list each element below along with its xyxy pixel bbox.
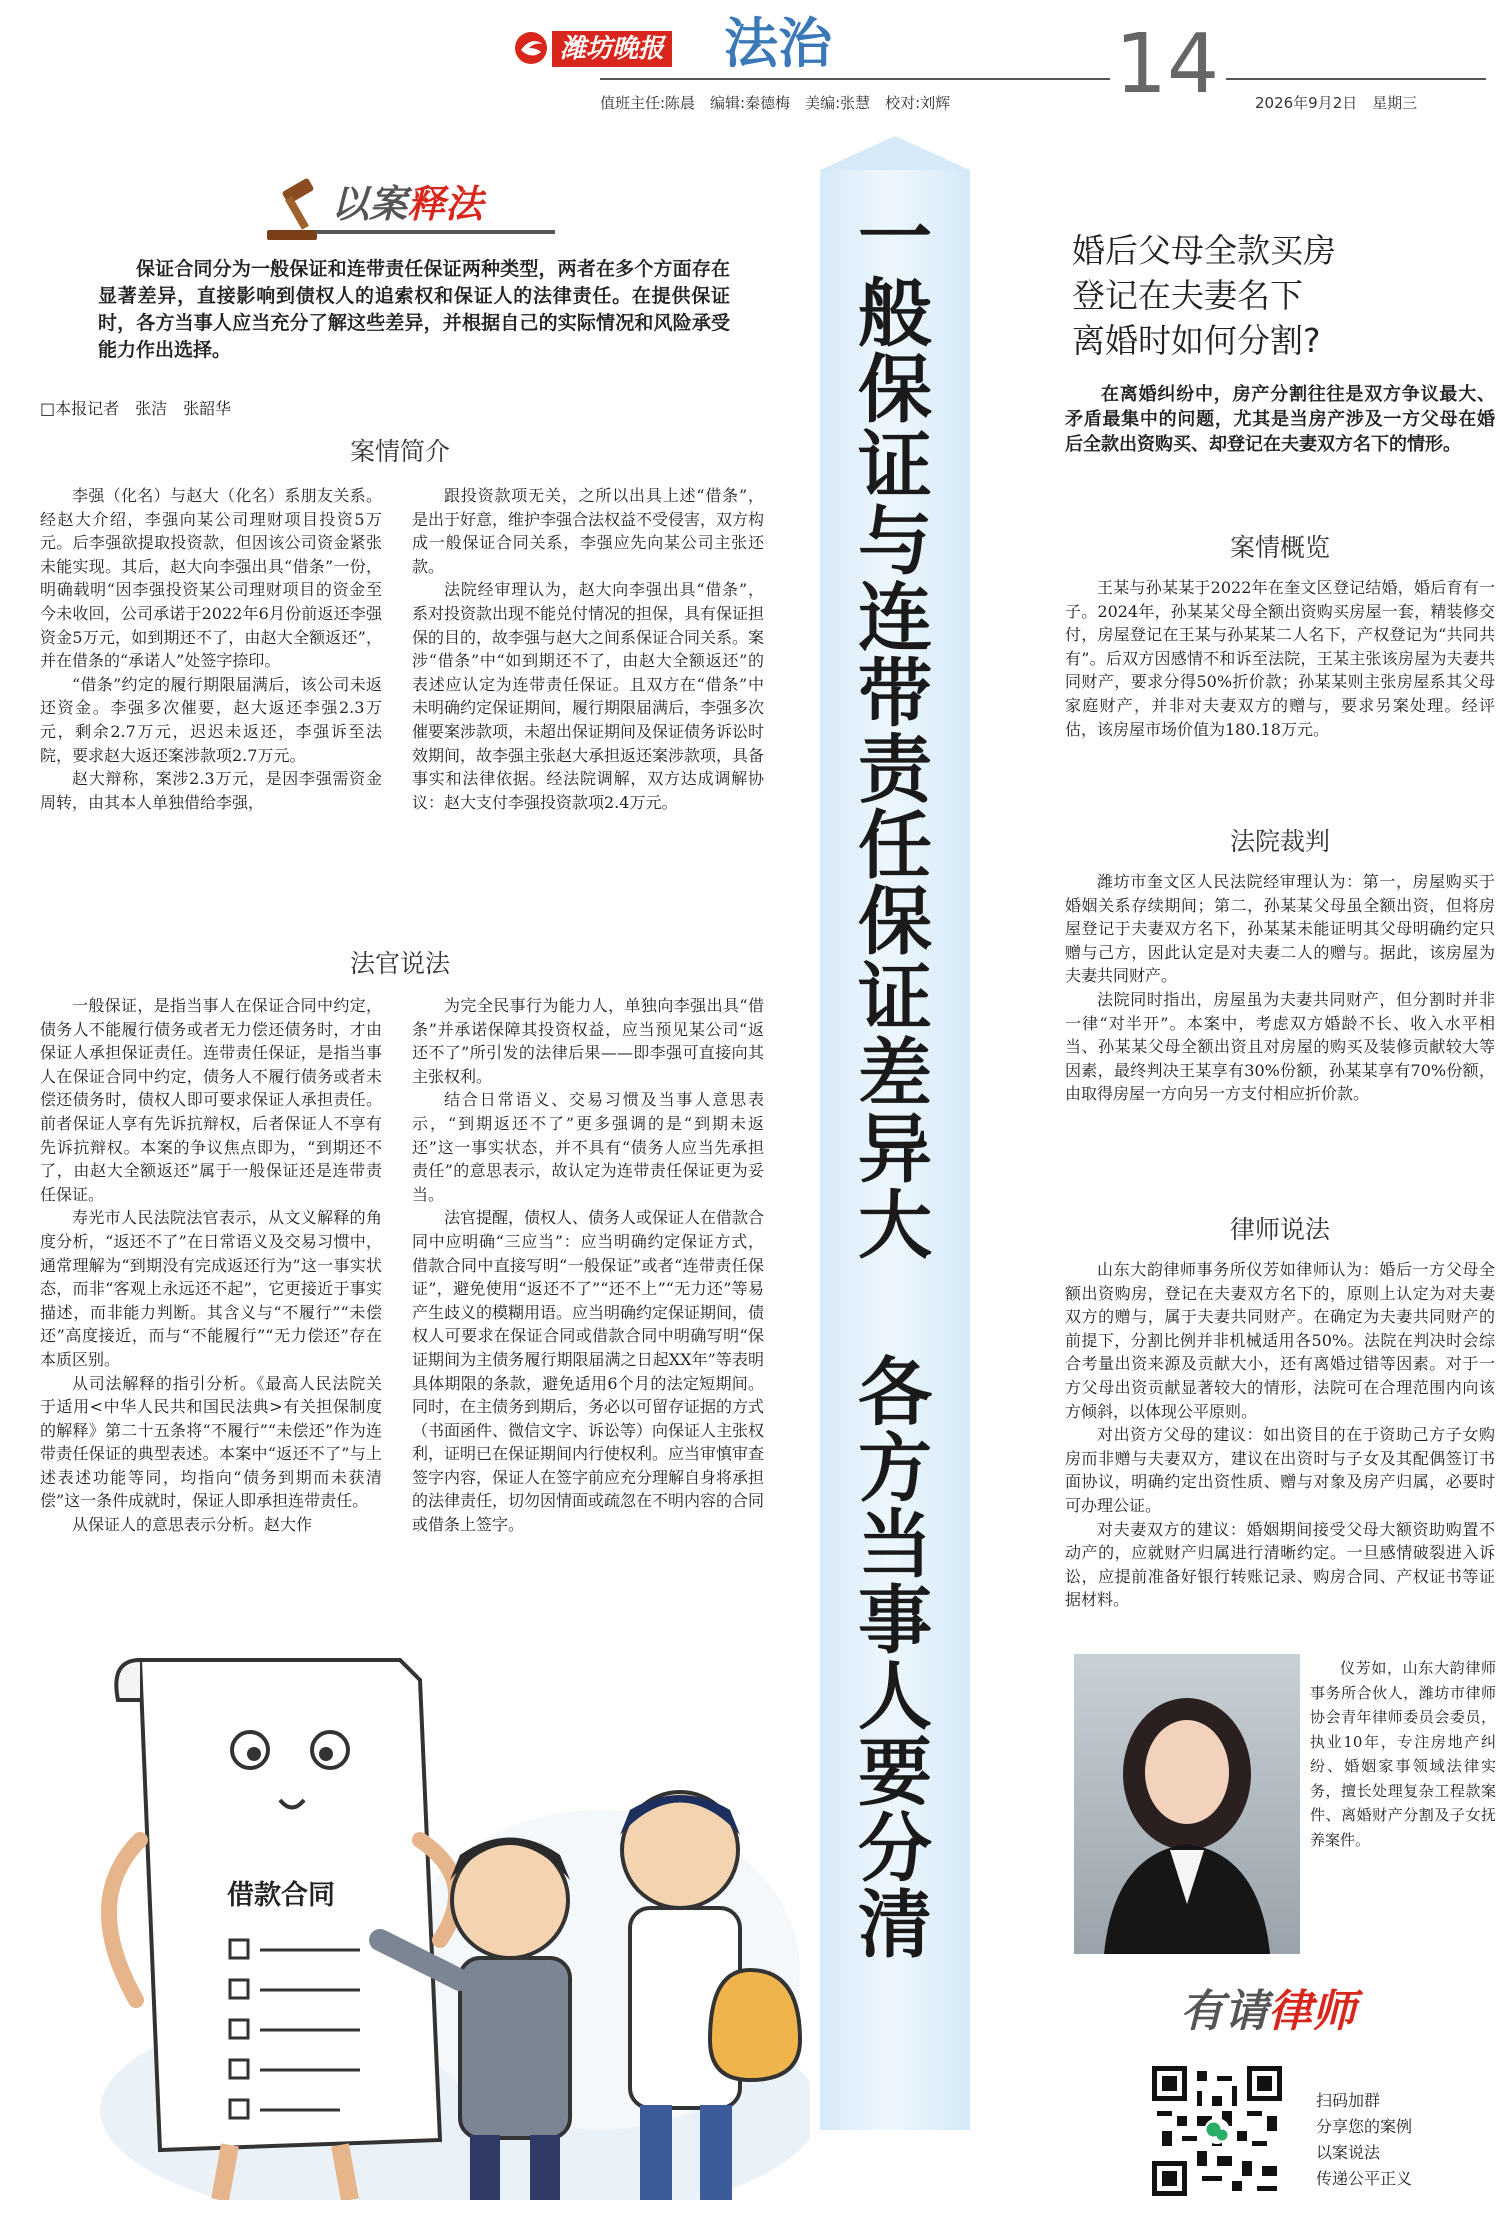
judge-heading: 法官说法	[349, 949, 450, 978]
lawyer-photo	[1074, 1654, 1300, 1954]
qr-code[interactable]	[1152, 2066, 1282, 2196]
paragraph: 从保证人的意思表示分析。赵大作	[72, 1515, 313, 1535]
headline-arrow	[820, 136, 970, 170]
page-number: 14	[1114, 17, 1220, 112]
paragraph: 法院同时指出，房屋虽为夫妻共同财产，但分割时并非一律“对半开”。本案中，考虑双方婚龄不长、收入水平相当、孙某某父母全额出资且对房屋的购买及装修贡献较大等因素，最终判决王某享有30%份额，孙某某享有70%份额，由取得房屋一方向另一方支付相应折价款。	[1065, 989, 1495, 1104]
court-ruling-heading: 法院裁判	[1229, 827, 1330, 856]
right-intro: 在离婚纠纷中，房产分割往往是双方争议最大、矛盾最集中的问题，尤其是当房产涉及一方父母在婚后全款出资购买、却登记在夫妻双方名下的情形。	[1065, 384, 1495, 455]
lawyer-says-heading: 律师说法	[1229, 1215, 1330, 1244]
header-rule-right	[1226, 78, 1486, 80]
paragraph: 对夫妻双方的建议：婚姻期间接受父母大额资助购置不动产的，应就财产归属进行清晰约定。一旦感情破裂进入诉讼，应提前准备好银行转账记录、购房合同、产权证书等证据材料。	[1065, 1519, 1495, 1610]
paragraph: 从司法解释的指引分析。《最高人民法院关于适用<中华人民共和国民法典>有关担保制度的解释》第二十五条将“不履行”“未偿还”作为连带责任保证的典型表述。本案中“返还不了”与上述表述功能等同，均指向“债务到期而未获清偿”这一条件成就时，保证人即承担连带责任。	[40, 1373, 382, 1511]
case-summary-col1	[40, 484, 382, 814]
headline-line2: 各方当事人要分清	[858, 1350, 932, 1968]
qr-caption-line: 以案说法	[1316, 2143, 1381, 2162]
badge-part2: 释法	[407, 182, 484, 226]
ask-lawyer-part1: 有请	[1180, 1986, 1268, 2037]
case-overview-heading: 案情概览	[1229, 533, 1330, 562]
article-intro: 保证合同分为一般保证和连带责任保证两种类型，两者在多个方面存在显著差异，直接影响到债权人的追索权和保证人的法律责任。在提供保证时，各方当事人应当充分了解这些差异，并根据自己的实际情况和风险承受能力作出选择。	[98, 258, 730, 361]
paragraph: 跟投资款项无关，之所以出具上述“借条”，是出于好意，维护李强合法权益不受侵害，双方构成一般保证合同关系，李强应先向某公司主张还款。	[412, 486, 765, 576]
qr-caption-line: 扫码加群	[1316, 2091, 1381, 2110]
judge-col1	[40, 994, 382, 1537]
headline-line1: 一般保证与连带责任保证差异大	[858, 195, 932, 1269]
column-badge	[255, 172, 565, 244]
newspaper-logo: 潍坊晚报	[552, 31, 672, 67]
judge-col2	[412, 994, 764, 1537]
paragraph: 寿光市人民法院法官表示，从文义解释的角度分析，“返还不了”在日常语义及交易习惯中，通常理解为“到期没有完成返还行为”这一事实状态，而非“客观上永远还不起”，它更接近于事实描述，而非能力判断。其含义与“不履行”“未偿还”高度接近，而与“不能履行”“无力偿还”存在本质区别。	[40, 1208, 382, 1369]
contract-label: 借款合同	[227, 1880, 335, 1911]
cartoon-illustration	[40, 1640, 810, 2200]
case-summary-col2	[412, 484, 764, 814]
lawyer-bio: 仪芳如，山东大韵律师事务所合伙人，潍坊市律师协会青年律师委员会委员，执业10年，专注房地产纠纷、婚姻家事领域法律实务，擅长处理复杂工程款案件、离婚财产分割及子女抚养案件。	[1310, 1659, 1496, 1849]
title-line: 登记在夫妻名下	[1072, 276, 1303, 315]
headline-banner	[820, 170, 970, 2130]
masthead	[0, 0, 1500, 120]
paragraph: 结合日常语义、交易习惯及当事人意思表示，“到期返还不了”更多强调的是“到期未返还”这一事实状态，并不具有“债务人应当先承担责任”的意思表示，故认定为连带责任保证更为妥当。	[412, 1090, 764, 1204]
paragraph: 法院经审理认为，赵大向李强出具“借条”，系对投资款出现不能兑付情况的担保，具有保证担保的目的，故李强与赵大之间系保证合同关系。案涉“借条”中“如到期还不了，由赵大全额返还”的表述应认定为连带责任保证。且双方在“借条”中未明确约定保证期间，履行期限届满后，李强多次催要案涉款项，未超出保证期间及保证债务诉讼时效期间，故李强主张赵大承担返还案涉款项，具备事实和法律依据。经法院调解，双方达成调解协议：赵大支付李强投资款项2.4万元。	[412, 580, 765, 812]
badge-underline	[315, 230, 555, 234]
logo-icon	[513, 30, 549, 66]
qr-caption-line: 传递公平正义	[1316, 2169, 1413, 2188]
right-article-title	[1072, 228, 1492, 363]
lawyer-says-body	[1065, 1258, 1495, 1612]
paragraph: 山东大韵律师事务所仪芳如律师认为：婚后一方父母全额出资购房，登记在夫妻双方名下的，原则上认定为对夫妻双方的赠与，属于夫妻共同财产。在确定为夫妻共同财产的前提下，分割比例并非机械适用各50%。法院在判决时会综合考量出资来源及贡献大小，还有离婚过错等因素。对于一方父母出资贡献显著较大的情形，法院可在合理范围内向该方倾斜，以体现公平原则。	[1065, 1260, 1495, 1421]
qr-caption	[1316, 2088, 1412, 2192]
contract-cartoon	[40, 1640, 810, 2200]
paragraph: 一般保证，是指当事人在保证合同中约定，债务人不能履行债务或者无力偿还债务时，才由保证人承担保证责任。连带责任保证，是指当事人在保证合同中约定，债务人不履行债务或者未偿还债务时，债权人即可要求保证人承担责任。前者保证人享有先诉抗辩权，后者保证人不享有先诉抗辩权。本案的争议焦点即为，“到期还不了，由赵大全额返还”属于一般保证还是连带责任保证。	[40, 996, 382, 1204]
header-rule	[600, 78, 1110, 80]
portrait-silhouette	[1074, 1654, 1300, 1954]
ask-lawyer-banner	[1180, 1984, 1356, 2040]
court-ruling-body	[1065, 870, 1495, 1106]
badge-text	[331, 180, 483, 228]
paragraph: 对出资方父母的建议：如出资目的在于资助己方子女购房而非赠与夫妻双方，建议在出资时与子女及其配偶签订书面协议，明确约定出资性质、赠与对象及房产归属，必要时可办理公证。	[1065, 1425, 1495, 1515]
case-summary-heading: 案情简介	[349, 437, 450, 466]
paragraph: 法官提醒，债权人、债务人或保证人在借款合同中应明确“三应当”：应当明确约定保证方式，借款合同中直接写明“一般保证”或者“连带责任保证”，避免使用“返还不了”“还不上”“无力还”等易产生歧义的模糊用语。应当明确约定保证期间，债权人可要求在保证合同或借款合同中明确写明“保证期间为主债务履行期限届满之日起XX年”等表明具体期限的条款，避免适用6个月的法定短期间。同时，在主债务到期后，务必以可留存证据的方式（书面函件、微信文字、诉讼等）向保证人主张权利，证明已在保证期间内行使权利。应当审慎审查签字内容，保证人在签字前应充分理解自身将承担的法律责任，切勿因情面或疏忽在不明内容的合同或借条上签字。	[412, 1208, 765, 1535]
section-title: 法治	[724, 12, 832, 75]
case-overview-body	[1065, 576, 1495, 741]
paragraph: “借条”约定的履行期限届满后，该公司未返还资金。李强多次催要，赵大返还李强2.3万元，剩余2.7万元，迟迟未返还，李强诉至法院，要求赵大返还案涉款项2.7万元。	[40, 674, 382, 765]
paragraph: 赵大辩称，案涉2.3万元，是因李强需资金周转，由其本人单独借给李强，	[40, 769, 382, 812]
qr-code-icon	[1152, 2066, 1282, 2196]
staff-credits: 值班主任:陈晨 编辑:秦德梅 美编:张慧 校对:刘辉	[600, 94, 951, 112]
paragraph: 李强（化名）与赵大（化名）系朋友关系。经赵大介绍，李强向某公司理财项目投资5万元。后李强欲提取投资款，但因该公司资金紧张未能实现。其后，赵大向李强出具“借条”一份，明确载明“因李强投资某公司理财项目的资金至今未收回，公司承诺于2022年6月份前返还李强资金5万元，如到期还不了，由赵大全额返还”，并在借条的“承诺人”处签字捺印。	[40, 486, 382, 671]
paragraph: 为完全民事行为能力人，单独向李强出具“借条”并承诺保障其投资权益，应当预见某公司“返还不了”所引发的法律后果——即李强可直接向其主张权利。	[412, 996, 764, 1086]
title-line: 婚后父母全款买房	[1072, 231, 1336, 270]
qr-caption-line: 分享您的案例	[1316, 2117, 1413, 2136]
paragraph: 王某与孙某某于2022年在奎文区登记结婚，婚后育有一子。2024年，孙某某父母全额出资购买房屋一套，精装修交付，房屋登记在王某与孙某某二人名下，产权登记为“共同共有”。后双方因感情不和诉至法院，王某主张该房屋为夫妻共同财产，要求分得50%折价款；孙某某则主张房屋系其父母家庭财产，并非对夫妻双方的赠与，要求另案处理。经评估，该房屋市场价值为180.18万元。	[1065, 578, 1495, 739]
byline: □本报记者 张洁 张韶华	[40, 399, 232, 418]
ask-lawyer-part2: 律师	[1268, 1986, 1356, 2037]
badge-part1: 以案	[331, 182, 408, 226]
title-line: 离婚时如何分割?	[1072, 321, 1321, 360]
issue-date: 2026年9月2日 星期三	[1255, 94, 1418, 112]
paragraph: 潍坊市奎文区人民法院经审理认为：第一，房屋购买于婚姻关系存续期间；第二，孙某某父母虽全额出资，但将房屋登记于夫妻双方名下，孙某某未能证明其父母明确约定只赠与己方，因此认定是对夫妻二人的赠与。据此，该房屋为夫妻共同财产。	[1065, 872, 1495, 986]
